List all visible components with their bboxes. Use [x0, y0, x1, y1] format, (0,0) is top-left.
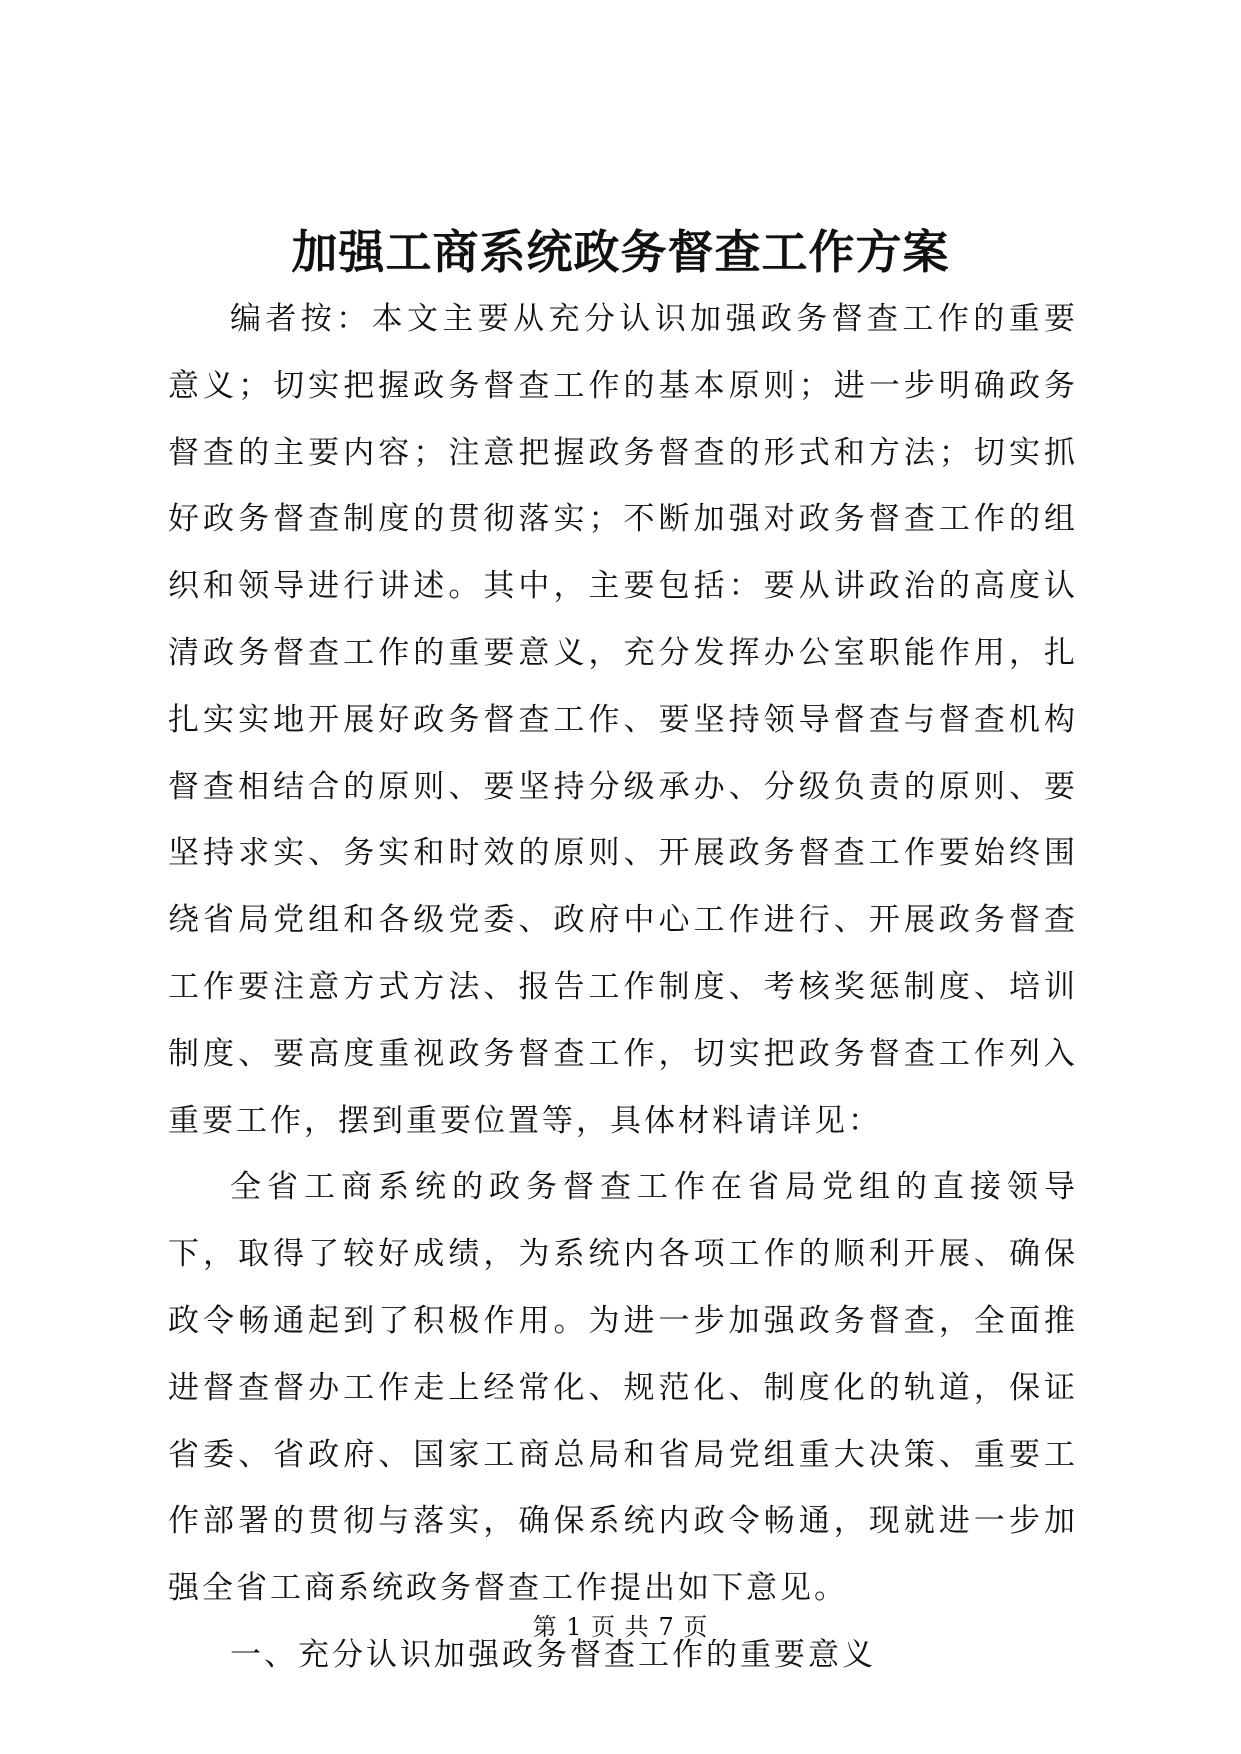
editor-note-paragraph: 编者按：本文主要从充分认识加强政务督查工作的重要意义；切实把握政务督查工作的基本原则；进一步明确政务督查的主要内容；注意把握政务督查的形式和方法；切实抓好政务督查制度的贯彻落实；不断加强对政务督查工作的组织和领导进行讲述。其中，主要包括：要从讲政治的高度认清政务督查工作的重要意义，充分发挥办公室职能作用，扎扎实实地开展好政务督查工作、要坚持领导督查与督查机构督查相结合的原则、要坚持分级承办、分级负责的原则、要坚持求实、务实和时效的原则、开展政务督查工作要始终围绕省局党组和各级党委、政府中心工作进行、开展政务督查工作要注意方式方法、报告工作制度、考核奖惩制度、培训制度、要高度重视政务督查工作，切实把政务督查工作列入重要工作，摆到重要位置等，具体材料请详见： [168, 301, 1078, 1139]
document-title: 加强工商系统政务督查工作方案 [291, 225, 950, 279]
body-paragraph: 全省工商系统的政务督查工作在省局党组的直接领导下，取得了较好成绩，为系统内各项工作的顺利开展、确保政令畅通起到了积极作用。为进一步加强政务督查，全面推进督查督办工作走上经常化、规范化、制度化的轨道，保证省委、省政府、国家工商总局和省局党组重大决策、重要工作部署的贯彻与落实，确保系统内政令畅通，现就进一步加强全省工商系统政务督查工作提出如下意见。 [168, 1169, 1078, 1607]
document-body [168, 286, 1078, 1689]
section-heading: 一、充分认识加强政务督查工作的重要意义 [230, 1636, 876, 1673]
page-number-footer: 第 1 页 共 7 页 [532, 1613, 709, 1641]
